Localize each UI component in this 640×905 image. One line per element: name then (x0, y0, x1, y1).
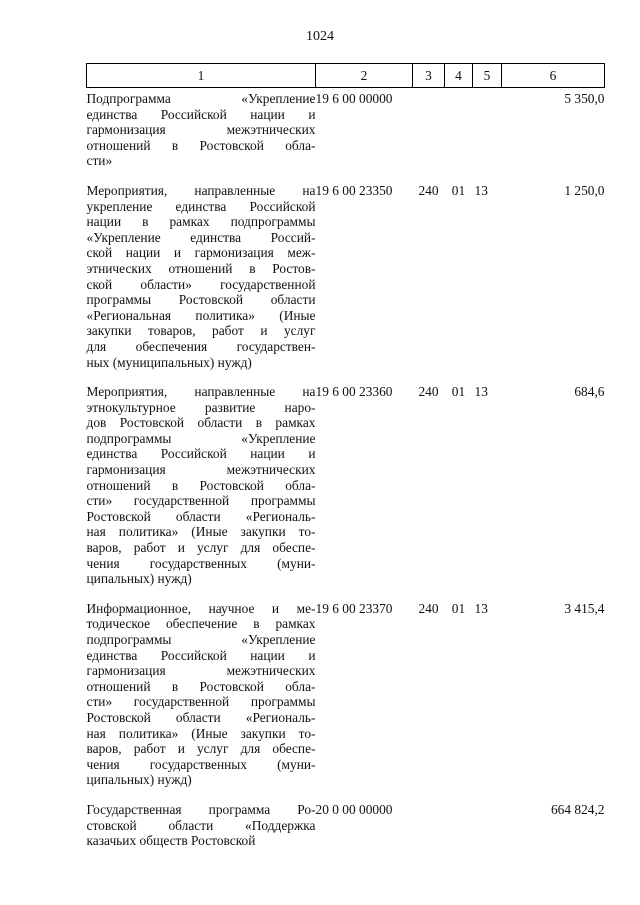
row-name-line: программы Ростовской области (86, 292, 316, 308)
row-col3-cell: 240 (418, 384, 439, 400)
budget-table (86, 63, 605, 849)
row-code-cell: 20 0 00 00000 (315, 801, 393, 817)
row-amount-cell: 664 824,2 (550, 801, 605, 817)
row-name-line: отношений в Ростовской обла- (86, 477, 316, 493)
row-name-line: Мероприятия, направленные на (86, 384, 316, 400)
row-name-line: чения государственных (муни- (86, 555, 316, 571)
row-name-line: подпрограммы «Укрепление (86, 430, 316, 446)
row-col5-cell: 13 (474, 384, 488, 400)
row-col3-cell (413, 788, 445, 849)
row-name-line: «Укрепление единства Россий- (86, 229, 316, 245)
row-name-line: тодическое обеспечение в рамках (86, 616, 316, 632)
row-col3-cell: 240 (418, 182, 439, 198)
row-name-line: Государственная программа Ро- (86, 801, 316, 817)
row-name-line: гармонизация межэтнических (86, 122, 316, 138)
table-header-row (87, 64, 605, 88)
row-col4-cell: 01 (451, 600, 466, 616)
row-name-line: Информационное, научное и ме- (86, 600, 316, 616)
row-name-line: отношений в Ростовской обла- (86, 137, 316, 153)
row-name-line: казачьих обществ Ростовской (86, 833, 256, 849)
row-name-line: единства Российской нации и (86, 446, 316, 462)
row-name-line: гармонизация межэтнических (86, 462, 316, 478)
row-name-line: «Региональная политика» (Иные (86, 307, 316, 323)
row-col4-cell: 01 (451, 384, 466, 400)
row-col5-cell: 13 (474, 600, 488, 616)
header-col-4: 4 (445, 64, 473, 88)
row-code-cell: 19 6 00 00000 (315, 91, 393, 106)
row-name-line: стовской области «Поддержка (86, 817, 316, 833)
row-name-line: дов Ростовской области в рамках (86, 415, 316, 431)
row-col3-cell: 240 (418, 600, 439, 616)
row-amount-cell: 684,6 (574, 384, 605, 400)
row-code-cell: 19 6 00 23360 (315, 384, 393, 400)
row-name-cell (87, 587, 316, 788)
row-name-line: варов, работ и услуг для обеспе- (86, 741, 316, 757)
header-col-3: 3 (413, 64, 445, 88)
row-name-line: ная политика» (Иные закупки то- (86, 524, 316, 540)
row-name-line: ная политика» (Иные закупки то- (86, 725, 316, 741)
row-name-line: нации в рамках подпрограммы (86, 214, 316, 230)
row-col5-cell: 13 (474, 182, 488, 198)
row-name-line: ных (муниципальных) нужд) (86, 354, 252, 370)
row-amount-cell: 3 415,4 (564, 600, 605, 616)
table-body (87, 88, 605, 849)
header-col-5: 5 (473, 64, 502, 88)
row-name-line: этнокультурное развитие наро- (86, 399, 316, 415)
row-name-line: для обеспечения государствен- (86, 338, 316, 354)
table-row (87, 88, 605, 169)
row-name-cell (87, 788, 316, 849)
row-name-line: варов, работ и услуг для обеспе- (86, 540, 316, 556)
row-name-line: гармонизация межэтнических (86, 663, 316, 679)
row-name-line: сти» (86, 153, 113, 169)
row-col4-cell (445, 788, 473, 849)
row-amount-cell: 5 350,0 (564, 91, 605, 106)
row-name-line: сти» государственной программы (86, 694, 316, 710)
row-name-line: сти» государственной программы (86, 493, 316, 509)
table-row (87, 370, 605, 587)
row-name-line: подпрограммы «Укрепление (86, 632, 316, 647)
row-name-line: этнических отношений в Ростов- (86, 260, 316, 276)
row-code-cell: 19 6 00 23370 (315, 600, 393, 616)
header-col-2: 2 (316, 64, 413, 88)
header-col-1: 1 (87, 64, 316, 88)
row-name-line: единства Российской нации и (86, 647, 316, 663)
row-col3-cell (413, 88, 445, 169)
table-row (87, 788, 605, 849)
row-name-line: отношений в Ростовской обла- (86, 678, 316, 694)
row-name-line: ципальных) нужд) (86, 571, 192, 587)
row-name-line: ципальных) нужд) (86, 772, 192, 788)
row-name-line: Мероприятия, направленные на (86, 182, 316, 198)
row-name-line: чения государственных (муни- (86, 756, 316, 772)
row-col5-cell (473, 88, 502, 169)
row-name-line: укрепление единства Российской (86, 198, 316, 214)
row-col4-cell (445, 88, 473, 169)
table-row (87, 587, 605, 788)
row-name-line: ской области» государственной (86, 276, 316, 292)
row-code-cell: 19 6 00 23350 (315, 182, 393, 198)
row-name-cell (87, 370, 316, 587)
table-row (87, 169, 605, 370)
row-name-line: Ростовской области «Региональ- (86, 508, 316, 524)
row-name-cell (87, 169, 316, 370)
row-col4-cell: 01 (451, 182, 466, 198)
row-name-line: Ростовской области «Региональ- (86, 709, 316, 725)
row-name-line: закупки товаров, работ и услуг (86, 323, 316, 339)
header-col-6: 6 (502, 64, 605, 88)
row-name-line: Подпрограмма «Укрепление (86, 91, 316, 106)
row-name-cell (87, 88, 316, 169)
row-name-line: ской нации и гармонизация меж- (86, 245, 316, 261)
row-name-line: единства Российской нации и (86, 106, 316, 122)
page-number: 1024 (306, 29, 334, 44)
row-col5-cell (473, 788, 502, 849)
row-amount-cell: 1 250,0 (564, 182, 605, 198)
